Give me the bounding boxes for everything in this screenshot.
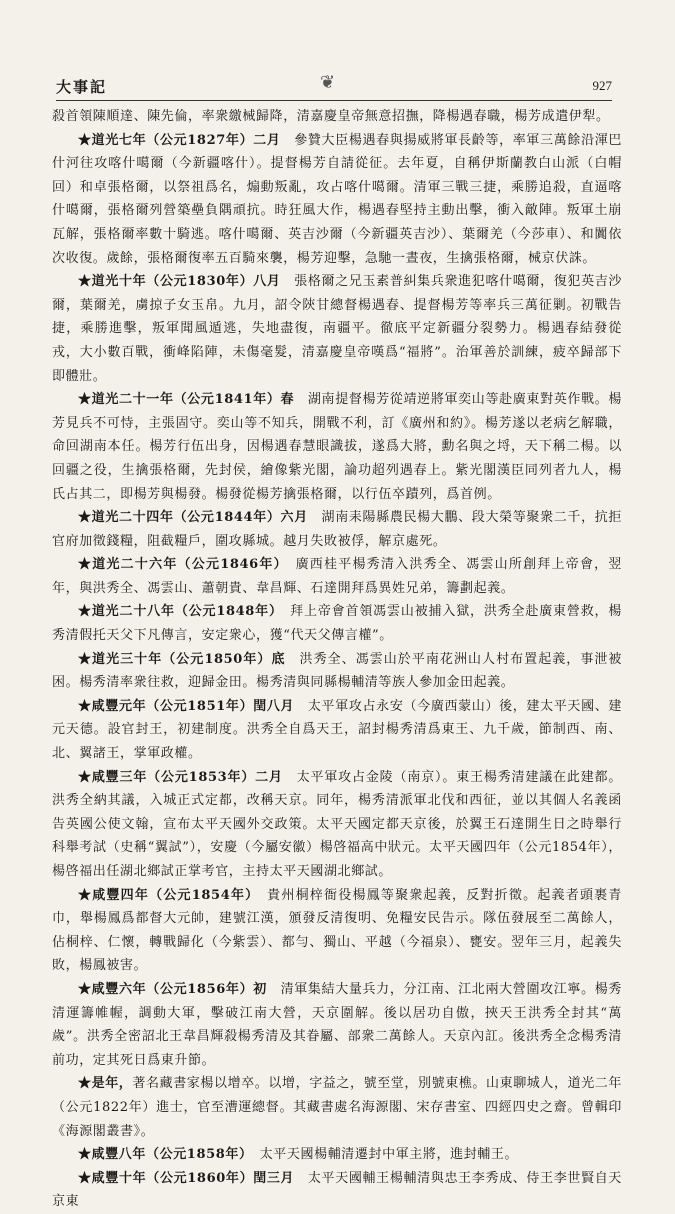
paragraph-14 xyxy=(52,1167,622,1214)
entry-date: ★道光七年（公元1827年）二月 xyxy=(78,132,281,148)
entry-text: 太平天國楊輔清遷封中軍主將，進封輔王。 xyxy=(246,1147,519,1163)
entry-date: ★咸豐三年（公元1853年）二月 xyxy=(78,769,283,785)
paragraph-7 xyxy=(52,648,622,695)
paragraph-2 xyxy=(52,270,622,388)
paragraph-6 xyxy=(52,600,622,647)
entry-text: 太平軍攻占金陵（南京）。東王楊秀清建議在此建都。洪秀全納其議，入城正式定都，改稱天京。同年，楊秀清派軍北伐和西征，並以其個人名義函告英國公使文翰，宣布太平天國外交政策。太平天國定都天京後，於翼王石達開生日之時舉行科舉考試（史稱“翼試”），安慶（今屬安徽）楊啓福高中狀元。太平天國四年（公元1854年），楊啓福出任湖北鄉試正掌考官，主持太平天國湖北鄉試。 xyxy=(52,769,622,879)
paragraph-1 xyxy=(52,129,622,271)
entry-date: ★道光三十年（公元1850年）底 xyxy=(78,651,286,667)
header-rule xyxy=(56,100,612,101)
paragraph-9 xyxy=(52,766,622,884)
entry-text: 洪秀全、馮雲山於平南花洲山人村布置起義，事泄被困。楊秀清率衆往救，迎歸金田。楊秀清與同縣楊輔清等族人參加金田起義。 xyxy=(52,651,622,691)
section-title: 大事記 xyxy=(56,78,108,96)
paragraph-13 xyxy=(52,1143,622,1167)
paragraph-0 xyxy=(52,105,622,129)
entry-text: 參贊大臣楊遇春與揚威將軍長齡等，率軍三萬餘沿渾巴什河往攻喀什噶爾（今新疆喀什）。提督楊芳自請從征。去年夏，自稱伊斯蘭教白山派（白帽回）和卓張格爾，以祭祖爲名，煽動叛亂，攻占喀什噶爾。清軍三戰三捷，乘勝追殺，直逼喀什噶爾，張格爾列營築壘負隅頑抗。時狂風大作，楊遇春堅持主動出擊，衝入敵陣。叛軍土崩瓦解，張格爾率數十騎逃。喀什噶爾、英吉沙爾（今新疆英吉沙）、葉爾羌（今莎車）、和闐依次收復。歲餘，張格爾復率五百騎來襲，楊芳迎擊，急馳一晝夜，生擒張格爾，械京伏誅。 xyxy=(52,132,622,266)
entry-text: 太平軍攻占永安（今廣西蒙山）後，建太平天國、建元天德。設官封王，初建制度。洪秀全自爲天王，詔封楊秀清爲東王、九千歲，節制西、南、北、翼諸王，掌軍政權。 xyxy=(52,698,622,762)
entry-text: 廣西桂平楊秀清入洪秀全、馮雲山所創拜上帝會，翌年，與洪秀全、馮雲山、蕭朝貴、韋昌輝、石達開拜爲異姓兄弟，籌劃起義。 xyxy=(52,557,622,596)
paragraph-4 xyxy=(52,506,622,553)
entry-text: 湖南耒陽縣農民楊大鵬、段大榮等聚衆二千，抗拒官府加徵錢糧，阻截糧戶，圍攻縣城。越月失敗被俘，解京處死。 xyxy=(52,510,622,549)
entry-text: 湖南提督楊芳從靖逆將軍奕山等赴廣東對英作戰。楊芳見兵不可恃，主張固守。奕山等不知兵，開戰不利，訂《廣州和約》。楊芳遂以老病乞解職，命回湖南本任。楊芳行伍出身，因楊遇春慧眼識拔，遂爲大將，勳名與之埒，天下稱二楊。以回疆之役，生擒張格爾，先封侯，繪像紫光閣，論功超列遇春上。紫光閣漢臣同列者九人，楊氏占其二，即楊芳與楊發。楊發從楊芳擒張格爾，以行伍卒蹟列，爲首例。 xyxy=(52,392,622,502)
ornament-icon: ❦ xyxy=(320,72,336,93)
paragraph-text: 殺首領陳順達、陳先倫，率衆繳械歸降，清嘉慶皇帝無意招撫，降楊遇春職，楊芳成遣伊犁。 xyxy=(52,109,610,124)
entry-date: ★咸豐六年（公元1856年）初 xyxy=(78,981,267,997)
paragraph-3 xyxy=(52,388,622,506)
entry-date: ★道光二十一年（公元1841年）春 xyxy=(78,392,295,408)
entry-text: 清軍集結大量兵力，分江南、江北兩大營圍攻江寧。楊秀清運籌帷幄，調動大軍，擊破江南大營，天京圍解。後以居功自傲，挾天王洪秀全封其“萬歲”。洪秀全密詔北王韋昌輝殺楊秀清及其眷屬、部衆二萬餘人。天京內訌。後洪秀全念楊秀清前功，定其死日爲東升節。 xyxy=(52,981,622,1068)
page-header xyxy=(56,72,612,98)
entry-date: ★道光二十四年（公元1844年）六月 xyxy=(78,510,308,526)
entry-date: ★咸豐十年（公元1860年）閏三月 xyxy=(78,1170,295,1186)
paragraph-10 xyxy=(52,884,622,978)
entry-text: 貴州桐梓衙役楊鳳等聚衆起義，反對折徵。起義者頭裹青巾，舉楊鳳爲都督大元帥，建號江漢，頒發反清復明、免糧安民告示。隊伍發展至二萬餘人，佔桐梓、仁懷，轉戰歸化（今紫雲）、都勻、獨山、平越（今福泉）、甕安。翌年三月，起義失敗，楊鳳被害。 xyxy=(52,887,622,974)
entry-text: 張格爾之兄玉素普糾集兵衆進犯喀什噶爾，復犯英吉沙爾，葉爾羌，虜掠子女玉帛。九月，詔令陝甘總督楊遇春、提督楊芳等率兵三萬征剿。初戰告捷，乘勝進擊，叛軍聞風遁逃，失地盡復，南疆平。徹底平定新疆分裂勢力。楊遇春結發從戎，大小數百戰，衝峰陷陣，未傷毫髮，清嘉慶皇帝嘆爲“福將”。治軍善於訓練，疲卒歸部下即體壯。 xyxy=(52,274,622,384)
entry-date: ★道光二十八年（公元1848年） xyxy=(78,604,277,620)
entry-text: 拜上帝會首領馮雲山被捕入獄，洪秀全赴廣東營救，楊秀清假托天父下凡傳言，安定衆心，獲“代天父傳言權”。 xyxy=(52,604,622,644)
entry-date: ★是年， xyxy=(78,1076,133,1092)
entry-date: ★咸豐四年（公元1854年） xyxy=(78,887,253,903)
paragraph-8 xyxy=(52,695,622,766)
paragraph-5 xyxy=(52,553,622,600)
entry-date: ★道光十年（公元1830年）八月 xyxy=(78,274,281,290)
entry-text: 太平天國輔王楊輔清與忠王李秀成、侍王李世賢自天京東 xyxy=(52,1170,622,1210)
entry-date: ★咸豐八年（公元1858年） xyxy=(78,1147,247,1163)
page-number: 927 xyxy=(592,78,612,93)
entry-date: ★咸豐元年（公元1851年）閏八月 xyxy=(78,698,295,714)
paragraph-12 xyxy=(52,1072,622,1143)
page-body xyxy=(52,105,622,1214)
entry-text: 著名藏書家楊以增卒。以增，字益之，號至堂，別號東樵。山東聊城人，道光二年（公元1822年）進士，官至漕運總督。其藏書處名海源閣、宋存書室、四經四史之齋。曾輯印《海源閣叢書》。 xyxy=(52,1076,623,1139)
paragraph-11 xyxy=(52,978,622,1072)
entry-date: ★道光二十六年（公元1846年） xyxy=(78,557,282,573)
